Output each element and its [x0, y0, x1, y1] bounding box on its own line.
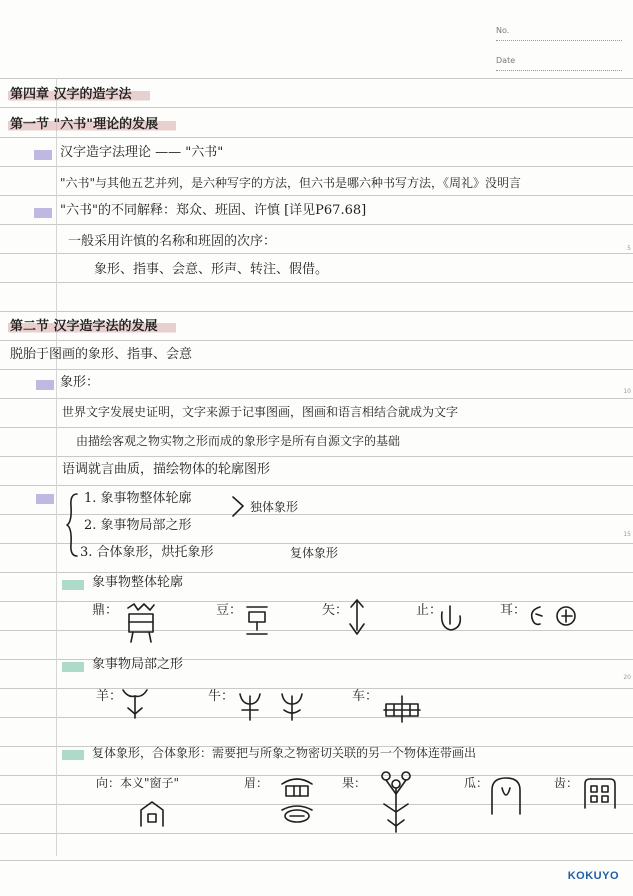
example-label: 车： — [352, 689, 379, 704]
yang-sheep-glyph-icon — [120, 686, 150, 720]
ruler-mark-10: 10 — [623, 388, 631, 395]
example-label: 豆： — [216, 603, 243, 618]
s1-item1-body: "六书"与其他五艺并列，是六种写字的方法，但六书是哪六种书写方法，《周礼》没明言 — [60, 176, 522, 190]
section1-title: 第一节 "六书"理论的发展 — [8, 118, 176, 132]
list-bracket-note: 独体象形 — [250, 500, 299, 514]
xiangxing-body3: 语调就言曲质，描绘物体的轮廓图形 — [62, 462, 271, 477]
example-label: 牛： — [208, 689, 235, 704]
xiangxing-body2: 由描绘客观之物实物之形而成的象形字是所有自源文字的基础 — [76, 434, 401, 448]
ding-glyph-icon — [124, 602, 158, 644]
gua-melon-glyph-icon — [488, 776, 524, 816]
marker-green — [62, 750, 84, 760]
er-ear-glyph-icon — [528, 604, 580, 628]
bracket-arrow-icon — [232, 496, 244, 518]
che-cart-glyph-icon — [382, 694, 422, 724]
marker-green — [62, 580, 84, 590]
sub3-head: 复体象形，合体象形：需要把与所象之物密切关联的另一个物体连带画出 — [92, 746, 477, 760]
example-label: 羊： — [96, 689, 123, 704]
section2-title: 第二节 汉字造字法的发展 — [8, 320, 176, 334]
list-item-1: 1. 象事物整体轮廓 — [84, 491, 192, 506]
marker-purple — [36, 380, 54, 390]
niu-ox-glyph-icon — [236, 690, 316, 724]
ruler-mark-5: 5 — [627, 245, 631, 252]
example-label: 果： — [342, 776, 367, 790]
ruler-mark-20: 20 — [623, 674, 631, 681]
marker-green — [62, 662, 84, 672]
s1-item2-head: "六书"的不同解释：郑众、班固、许慎 [详见P67.68] — [60, 203, 367, 218]
marker-purple — [34, 150, 52, 160]
marker-purple — [34, 208, 52, 218]
brace-icon — [66, 492, 78, 558]
xiangxing-body1: 世界文字发展史证明，文字来源于记事图画，图画和语言相结合就成为文字 — [62, 405, 459, 419]
marker-purple — [36, 494, 54, 504]
shi-arrow-glyph-icon — [346, 598, 368, 638]
example-label: 向：本义"窗子" — [96, 776, 180, 790]
no-line — [496, 40, 622, 41]
xiang-window-glyph-icon — [138, 800, 166, 830]
xiangxing-head: 象形： — [60, 375, 100, 390]
date-label: Date — [496, 56, 516, 65]
brand-logo: KOKUYO — [567, 870, 619, 882]
mei-eyebrow-glyph-icon — [280, 776, 314, 828]
sub1-head: 象事物整体轮廓 — [92, 575, 184, 590]
example-label: 耳： — [500, 603, 527, 618]
list-item-2: 2. 象事物局部之形 — [84, 518, 192, 533]
no-label: No. — [496, 26, 510, 35]
chi-teeth-glyph-icon — [582, 776, 618, 812]
s1-item2-body1: 一般采用许慎的名称和班固的次序： — [68, 234, 277, 249]
sub2-head: 象事物局部之形 — [92, 657, 184, 672]
s2-intro: 脱胎于图画的象形、指事、会意 — [10, 347, 193, 362]
list-item-3: 3. 合体象形，烘托象形 — [80, 545, 214, 560]
example-label: 矢： — [322, 603, 349, 618]
s1-item2-body2: 象形、指事、会意、形声、转注、假借。 — [94, 262, 329, 277]
guo-fruit-tree-glyph-icon — [378, 770, 414, 836]
zhi-foot-glyph-icon — [438, 604, 464, 634]
example-label: 鼎： — [92, 603, 119, 618]
example-label: 齿： — [554, 776, 579, 790]
list-item-3-note: 复体象形 — [290, 546, 339, 560]
chapter-title: 第四章 汉字的造字法 — [8, 88, 150, 102]
example-label: 瓜： — [464, 776, 489, 790]
example-label: 止： — [416, 603, 443, 618]
margin-line — [56, 78, 57, 856]
dou-glyph-icon — [244, 604, 270, 638]
example-label: 眉： — [244, 776, 269, 790]
ruler-mark-15: 15 — [623, 531, 631, 538]
date-line — [496, 70, 622, 71]
s1-item1-head: 汉字造字法理论 —— "六书" — [60, 145, 224, 160]
